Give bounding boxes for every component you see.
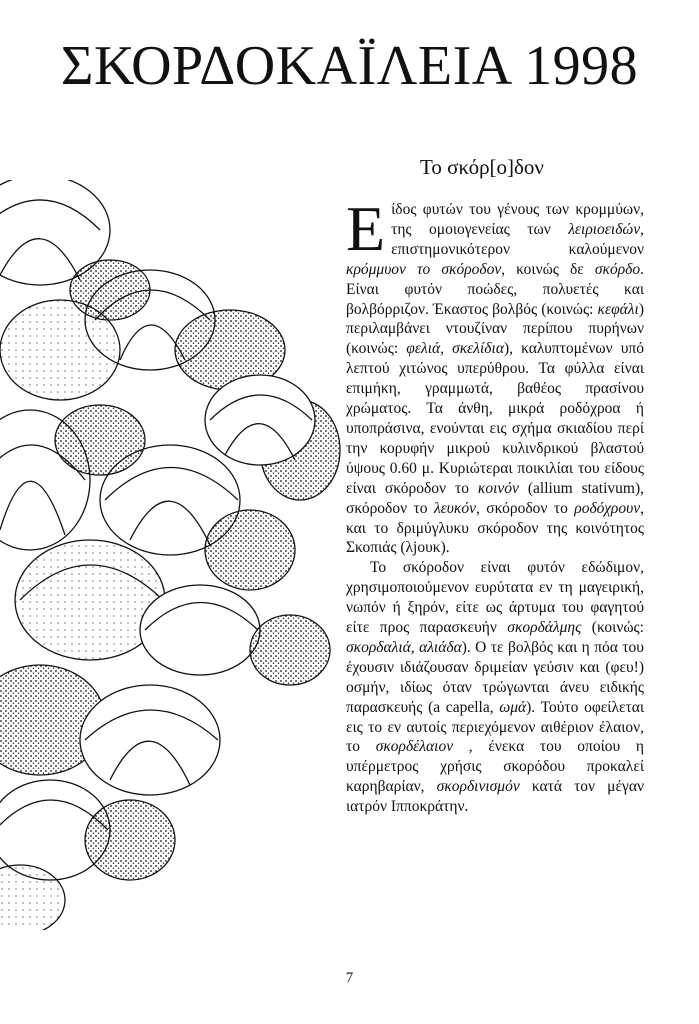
text-run: ). Ο τε βολβός και η πόα του έχουσιν ιδιάζουσαν δριμείαν γεύσιν και (φευ!) οσμήν, ιδίως όταν τρώγωνται άνευ ειδικής παρασκευής (a capella, bbox=[346, 638, 644, 716]
text-run: σκορδαλιά, αλιάδα bbox=[346, 638, 462, 656]
text-run: κοινόν bbox=[477, 479, 519, 497]
text-run: , επιστημονικότερον καλούμενον bbox=[391, 220, 644, 258]
page-title: ΣΚΟΡΔΟΚΑΪΛΕΙΑ 1998 bbox=[60, 35, 639, 97]
text-run: ωμά bbox=[499, 698, 527, 716]
text-run: (allium stativum), σκόροδον το bbox=[346, 479, 644, 517]
text-run: , και το δριμύγλυκυ σκόροδον της κοινότητος Σκοπιάς (λjουκ). bbox=[346, 499, 644, 557]
text-run: κρόμμυον το σκόροδον bbox=[346, 260, 502, 278]
text-run: ) περιλαμβάνει ντουζίναν περίπου πυρήνων (κοινώς: bbox=[346, 300, 644, 358]
text-run: λευκόν bbox=[433, 499, 476, 517]
text-run: . Είναι φυτόν ποώδες, πολυετές και βολβόρριζον. Έκαστος βολβός (κοινώς: bbox=[346, 260, 644, 318]
text-run: σκορδινισμόν bbox=[436, 778, 520, 796]
text-run: , σκόροδον το bbox=[476, 499, 575, 517]
article-body bbox=[346, 193, 645, 817]
text-run: σκορδέλαιον bbox=[375, 738, 454, 756]
garlic-drawing bbox=[0, 180, 345, 930]
text-run: (κοινώς: bbox=[581, 619, 644, 637]
paragraph-2 bbox=[346, 558, 644, 817]
text-run: , ένεκα του οποίου η υπέρμετρος χρήσις σκορόδου προκαλεί καρηβαρίαν, bbox=[346, 738, 645, 796]
drop-cap: Ε bbox=[346, 193, 386, 264]
text-run: ίδος φυτών του γένους των κρομμύων, της ομοιογενείας των bbox=[391, 201, 644, 238]
garlic-illustration bbox=[0, 180, 345, 930]
page-number: 7 bbox=[345, 970, 354, 986]
text-run: Το σκόροδον είναι φυτόν εδώδιμον, χρησιμοποιούμενον ευρύτατα εν τη μαγειρική, νωπόν ή ξηρόν, είτε ως άρτυμα του φαγητού είτε προς παρασκευήν bbox=[346, 559, 644, 637]
text-run: ). Τούτο οφείλεται εις το εν αυτοίς περιεχόμενον αιθέριον έλαιον, το bbox=[346, 698, 644, 756]
text-run: ροδόχρουν bbox=[574, 499, 641, 517]
text-run: σκορδάλμης bbox=[507, 619, 582, 637]
text-run: κατά τον μέγαν ιατρόν Ιπποκράτην. bbox=[346, 778, 644, 816]
text-run: λειριοειδών bbox=[568, 220, 641, 238]
paragraph-1 bbox=[346, 193, 644, 558]
text-run: φελιά, σκελίδια bbox=[406, 340, 504, 358]
text-run: ), καλυπτομένων υπό λεπτού χιτώνος υπερύθρου. Τα φύλλα είναι επιμήκη, γραμμωτά, βαθέος πρασίνου χρώματος. Τα άνθη, μικρά ροδόχροα ή υποπράσινα, ενούνται εις σχήμα σκιαδίου περί την κορυφήν μικρού κυλινδρικού βλαστού ύψους 0.60 μ. Κυριώτεραι ποικιλίαι του είδους είναι σκόροδον το bbox=[346, 340, 644, 497]
article-subtitle: Το σκόρ[ο]δον bbox=[420, 155, 544, 179]
text-run: κεφάλι bbox=[597, 300, 639, 318]
text-run: , κοινώς δε bbox=[501, 260, 595, 278]
text-run: σκόρδο bbox=[594, 260, 641, 278]
